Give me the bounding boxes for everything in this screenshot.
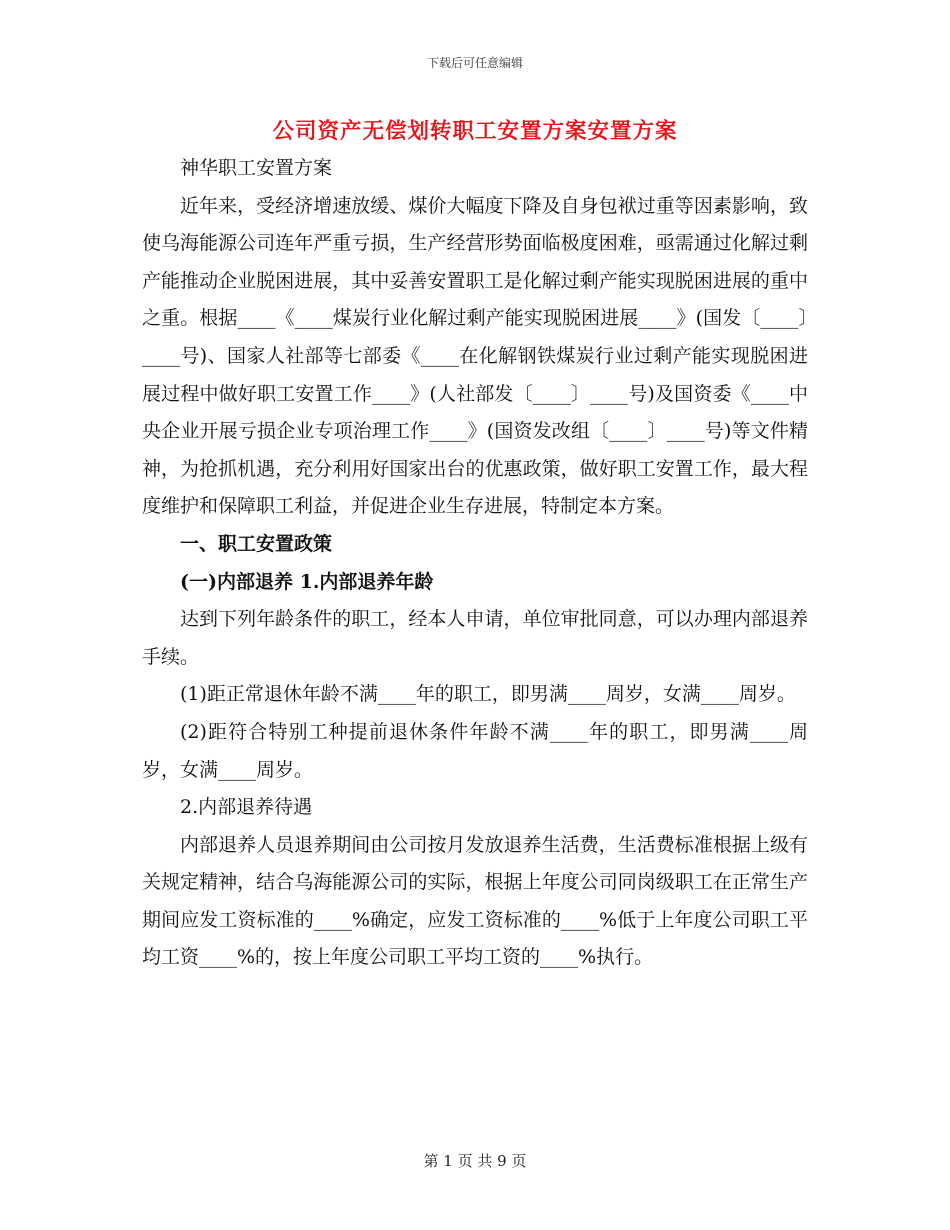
section-heading-policy: 一、职工安置政策 <box>180 532 333 555</box>
condition-item-1: (1)距正常退休年龄不满____年的职工，即男满____周岁，女满____周岁。 <box>180 683 796 706</box>
subtitle-paragraph: 神华职工安置方案 <box>180 157 333 179</box>
eligibility-paragraph: 达到下列年龄条件的职工，经本人申请，单位审批同意，可以办理内部退养手续。 <box>142 608 808 668</box>
document-body <box>142 150 808 977</box>
page-number-footer: 第 1 页 共 9 页 <box>423 1152 527 1170</box>
subsection-heading-benefits: 2.内部退养待遇 <box>180 796 313 819</box>
page-header-note: 下载后可任意编辑 <box>426 56 523 70</box>
subsection-heading-internal-retirement: (一)内部退养 1.内部退养年龄 <box>180 570 434 593</box>
benefits-paragraph: 内部退养人员退养期间由公司按月发放退养生活费，生活费标准根据上级有关规定精神，结合乌海能源公司的实际，根据上年度公司同岗级职工在正常生产期间应发工资标准的____%确定，应发工资标准的____%低于上年度公司职工平均工资____%的，按上年度公司职工平均工资的____%执行。 <box>142 833 808 969</box>
condition-item-2: (2)距符合特别工种提前退休条件年龄不满____年的职工，即男满____周岁，女满____周岁。 <box>142 720 808 781</box>
intro-paragraph: 近年来，受经济增速放缓、煤价大幅度下降及自身包袱过重等因素影响，致使乌海能源公司连年严重亏损，生产经营形势面临极度困难，亟需通过化解过剩产能推动企业脱困进展，其中妥善安置职工是化解过剩产能实现脱困进展的重中之重。根据____《____煤炭行业化解过剩产能实现脱困进展____》(国发〔____〕____号)、国家人社部等七部委《____在化解钢铁煤炭行业过剩产能实现脱困进展过程中做好职工安置工作____》(人社部发〔____〕____号)及国资委《____中央企业开展亏损企业专项治理工作____》(国资发改组〔____〕____号)等文件精神，为抢抓机遇，充分利用好国家出台的优惠政策，做好职工安置工作，最大程度维护和保障职工利益，并促进企业生存进展，特制定本方案。 <box>142 194 808 518</box>
document-title: 公司资产无偿划转职工安置方案安置方案 <box>272 119 678 144</box>
